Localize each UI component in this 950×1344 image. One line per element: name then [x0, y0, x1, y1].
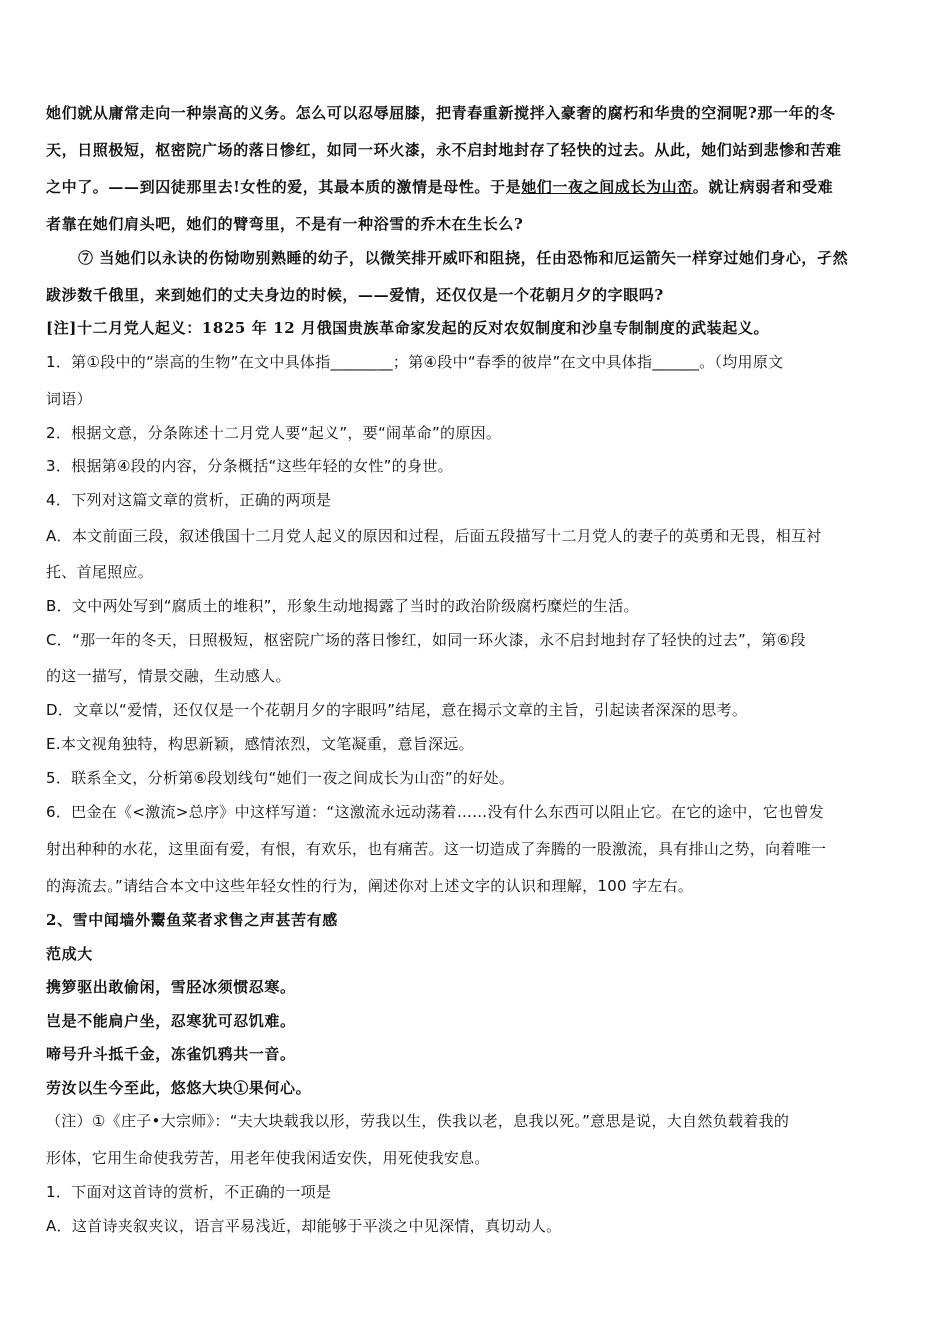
question-2: 2．根据文意，分条陈述十二月党人要“起义”，要“闹革命”的原因。	[46, 424, 502, 442]
poem-note-cont: 形体，它用生命使我劳苦，用老年使我闲适安佚，用死使我安息。	[46, 1149, 490, 1167]
question-6: 6．巴金在《<激流>总序》中这样写道：“这激流永远动荡着……没有什么东西可以阻止它。在它的途中，它也曾发	[46, 803, 825, 821]
passage-line: 者靠在她们肩头吧，她们的臂弯里，不是有一种浴雪的乔木在生长么?	[46, 215, 524, 233]
question-1-cont: 词语）	[46, 390, 92, 408]
passage-note: [注]十二月党人起义：1825 年 12 月俄国贵族革命家发起的反对农奴制度和沙皇专制制度的武装起义。	[46, 319, 770, 337]
poem-line: 携箩驱出敢偷闲，雪胫冰须惯忍寒。	[46, 978, 296, 996]
passage-line: 她们就从庸常走向一种崇高的义务。怎么可以忍辱屈膝，把青春重新搅拌入豪奢的腐朽和华贵的空洞呢?那一年的冬	[46, 104, 836, 122]
passage-text: 之中了。——到囚徒那里去!女性的爱，其最本质的激情是母性。于是	[46, 178, 522, 196]
question-3: 3．根据第④段的内容，分条概括“这些年轻的女性”的身世。	[46, 457, 453, 475]
option-a-cont: 托、首尾照应。	[46, 563, 154, 581]
passage-line: 跋涉数千俄里，来到她们的丈夫身边的时候，——爱情，还仅仅是一个花朝月夕的字眼吗?	[46, 286, 664, 304]
poem-question-1: 1．下面对这首诗的赏析，不正确的一项是	[46, 1183, 332, 1201]
option-a: A．本文前面三段，叙述俄国十二月党人起义的原因和过程，后面五段描写十二月党人的妻子的英勇和无畏，相互衬	[46, 527, 822, 545]
option-b: B．文中两处写到“腐质土的堆积”，形象生动地揭露了当时的政治阶级腐朽糜烂的生活。	[46, 597, 639, 615]
question-6-cont: 射出种种的水花，这里面有爱，有恨，有欢乐，也有痛苦。这一切造成了奔腾的一股激流，具有排山之势，向着唯一	[46, 840, 827, 858]
question-4: 4．下列对这篇文章的赏析，正确的两项是	[46, 491, 332, 509]
underlined-sentence: 她们一夜之间成长为山峦	[521, 178, 693, 196]
question-1: 1．第①段中的“崇高的生物”在文中具体指________；第④段中“春季的彼岸”在文中具体指______。（均用原文	[46, 353, 784, 371]
poem-line: 劳汝以生今至此，悠悠大块①果何心。	[46, 1079, 312, 1097]
poem-author: 范成大	[46, 945, 93, 963]
poem-line: 岂是不能扃户坐，忍寒犹可忍饥难。	[46, 1012, 296, 1030]
poem-note: （注）①《庄子•大宗师》：“夫大块载我以形，劳我以生，佚我以老，息我以死。”意思是说，大自然负载着我的	[46, 1112, 790, 1130]
question-6-cont: 的海流去。”请结合本文中这些年轻女性的行为，阐述你对上述文字的认识和理解，100 字左右。	[46, 877, 694, 895]
passage-line	[46, 177, 904, 197]
poem-title: 2、雪中闻墙外鬻鱼菜者求售之声甚苦有感	[46, 911, 338, 929]
question-5: 5．联系全文，分析第⑥段划线句“她们一夜之间成长为山峦”的好处。	[46, 769, 515, 787]
poem-line: 啼号升斗抵千金，冻雀饥鸦共一音。	[46, 1045, 296, 1063]
option-c: C．“那一年的冬天，日照极短，枢密院广场的落日惨红，如同一环火漆，永不启封地封存了轻快的过去”，第⑥段	[46, 631, 806, 649]
option-d: D．文章以“爱情，还仅仅是一个花朝月夕的字眼吗”结尾，意在揭示文章的主旨，引起读者深深的思考。	[46, 701, 748, 719]
passage-text: 。就让病弱者和受难	[692, 178, 834, 196]
passage-line: ⑦ 当她们以永诀的伤恸吻别熟睡的幼子，以微笑排开威吓和阻挠，任由恐怖和厄运箭矢一样穿过她们身心，孑然	[78, 249, 849, 267]
option-c-cont: 的这一描写，情景交融，生动感人。	[46, 667, 291, 685]
passage-line: 天，日照极短，枢密院广场的落日惨红，如同一环火漆，永不启封地封存了轻快的过去。从此，她们站到悲惨和苦难	[46, 141, 842, 159]
poem-option-a: A．这首诗夹叙夹议，语言平易浅近，却能够于平淡之中见深情，真切动人。	[46, 1217, 562, 1235]
option-e: E.本文视角独特，构思新颖，感情浓烈，文笔凝重，意旨深远。	[46, 735, 474, 753]
